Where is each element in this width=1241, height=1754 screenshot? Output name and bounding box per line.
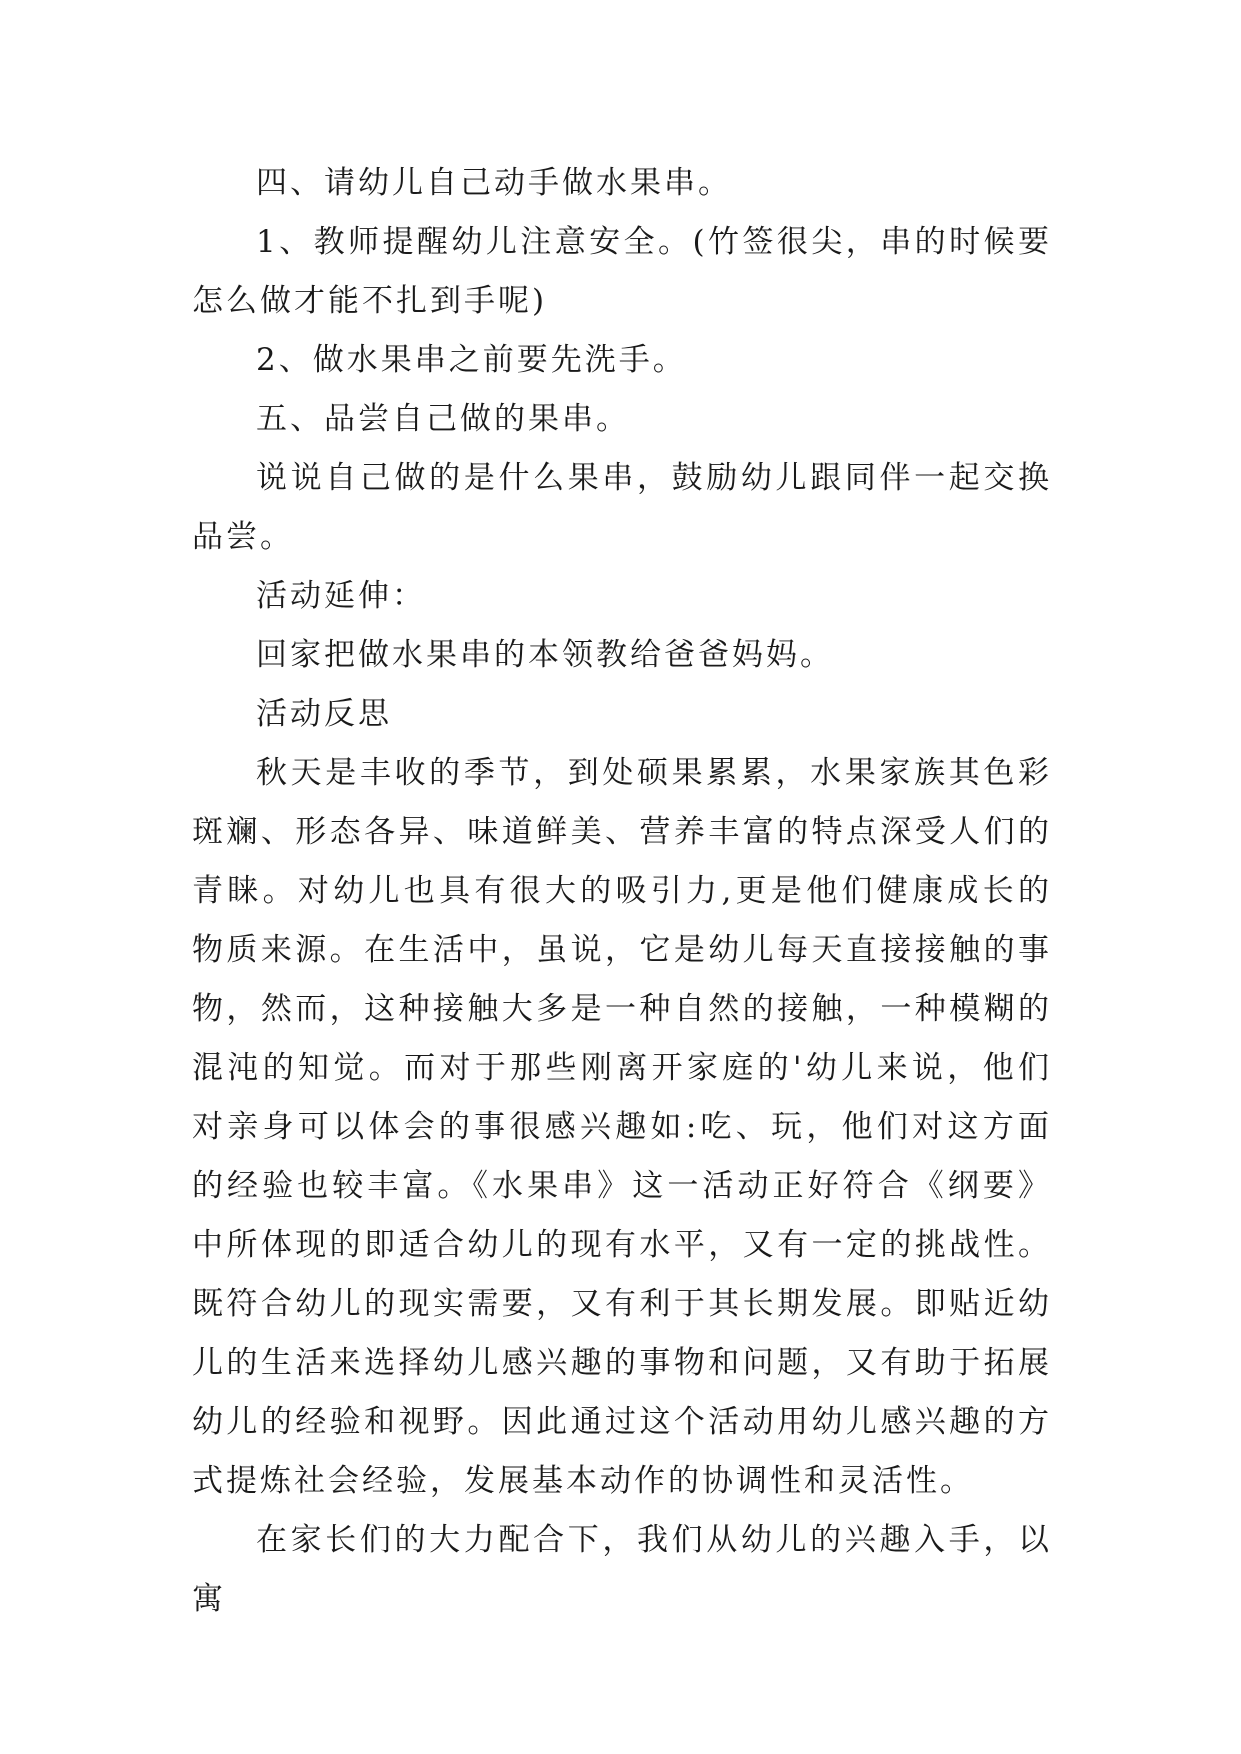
safety-reminder: 1、教师提醒幼儿注意安全。(竹签很尖，串的时候要怎么做才能不扎到手呢) xyxy=(192,224,1052,319)
activity-reflection-heading: 活动反思 xyxy=(256,696,392,732)
wash-hands-note: 2、做水果串之前要先洗手。 xyxy=(256,342,687,378)
step-five-heading: 五、品尝自己做的果串。 xyxy=(256,401,630,437)
activity-extension-text: 回家把做水果串的本领教给爸爸妈妈。 xyxy=(256,637,834,673)
step-four-heading: 四、请幼儿自己动手做水果串。 xyxy=(256,165,732,201)
document-body xyxy=(192,154,1052,1629)
tasting-paragraph: 说说自己做的是什么果串，鼓励幼儿跟同伴一起交换品尝。 xyxy=(192,460,1052,555)
reflection-paragraph: 秋天是丰收的季节，到处硕果累累，水果家族其色彩斑斓、形态各异、味道鲜美、营养丰富的特点深受人们的青睐。对幼儿也具有很大的吸引力,更是他们健康成长的物质来源。在生活中，虽说，它是幼儿每天直接接触的事物，然而，这种接触大多是一种自然的接触，一种模糊的混沌的知觉。而对于那些刚离开家庭的'幼儿来说，他们对亲身可以体会的事很感兴趣如:吃、玩，他们对这方面的经验也较丰富。《水果串》这一活动正好符合《纲要》中所体现的即适合幼儿的现有水平，又有一定的挑战性。既符合幼儿的现实需要，又有利于其长期发展。即贴近幼儿的生活来选择幼儿感兴趣的事物和问题，又有助于拓展幼儿的经验和视野。因此通过这个活动用幼儿感兴趣的方式提炼社会经验，发展基本动作的协调性和灵活性。 xyxy=(192,755,1052,1499)
closing-paragraph: 在家长们的大力配合下，我们从幼儿的兴趣入手，以寓 xyxy=(192,1522,1052,1617)
activity-extension-heading: 活动延伸： xyxy=(256,578,426,614)
